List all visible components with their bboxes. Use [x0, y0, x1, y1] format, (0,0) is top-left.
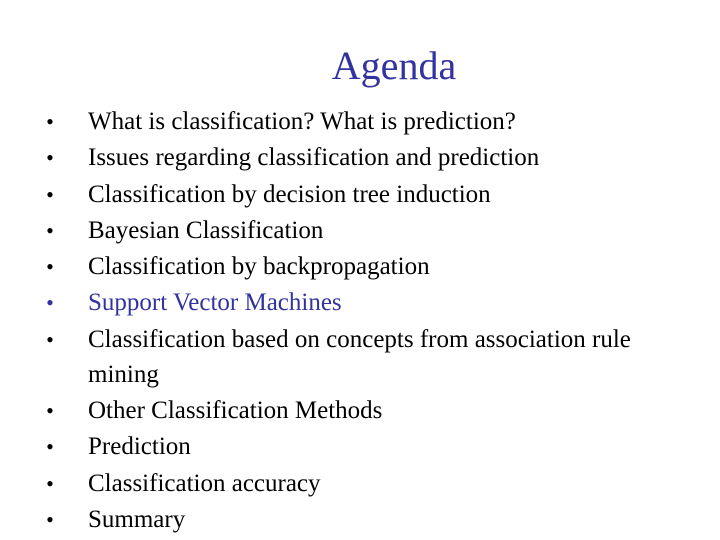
- agenda-item: [40, 104, 680, 139]
- agenda-item-text: Classification accuracy: [88, 469, 321, 497]
- agenda-item-text: Prediction: [88, 433, 191, 461]
- bullet-icon: •: [46, 109, 54, 134]
- agenda-item-text: Classification based on concepts from association rule mining: [88, 325, 631, 388]
- agenda-item: [40, 466, 680, 501]
- agenda-item-text: Support Vector Machines: [88, 289, 342, 317]
- agenda-item: [40, 249, 680, 284]
- agenda-item-text: Classification by backpropagation: [88, 253, 430, 281]
- agenda-list: [40, 104, 680, 538]
- agenda-item: [40, 322, 680, 392]
- bullet-icon: •: [46, 398, 54, 424]
- bullet-icon: •: [46, 217, 54, 243]
- agenda-item: [40, 177, 680, 212]
- bullet-icon: •: [46, 434, 54, 460]
- agenda-item: [40, 140, 680, 175]
- bullet-icon: •: [46, 290, 54, 316]
- agenda-item-text: What is classification? What is prediction?: [88, 108, 516, 135]
- agenda-item-text: Summary: [88, 505, 186, 533]
- bullet-icon: •: [46, 470, 54, 496]
- slide-title: Agenda: [331, 43, 457, 88]
- bullet-icon: •: [46, 506, 54, 532]
- agenda-item: [40, 429, 680, 464]
- agenda-item: [40, 393, 680, 428]
- bullet-icon: •: [46, 326, 54, 352]
- agenda-item-text: Other Classification Methods: [88, 397, 383, 425]
- agenda-item: [40, 285, 680, 320]
- bullet-icon: •: [46, 254, 54, 280]
- agenda-item-text: Classification by decision tree induction: [88, 180, 491, 208]
- bullet-icon: •: [46, 181, 54, 207]
- agenda-item-text: Issues regarding classification and prediction: [88, 144, 540, 172]
- agenda-item: [40, 502, 680, 537]
- bullet-icon: •: [46, 145, 54, 171]
- agenda-item-text: Bayesian Classification: [88, 216, 324, 244]
- agenda-item: [40, 213, 680, 248]
